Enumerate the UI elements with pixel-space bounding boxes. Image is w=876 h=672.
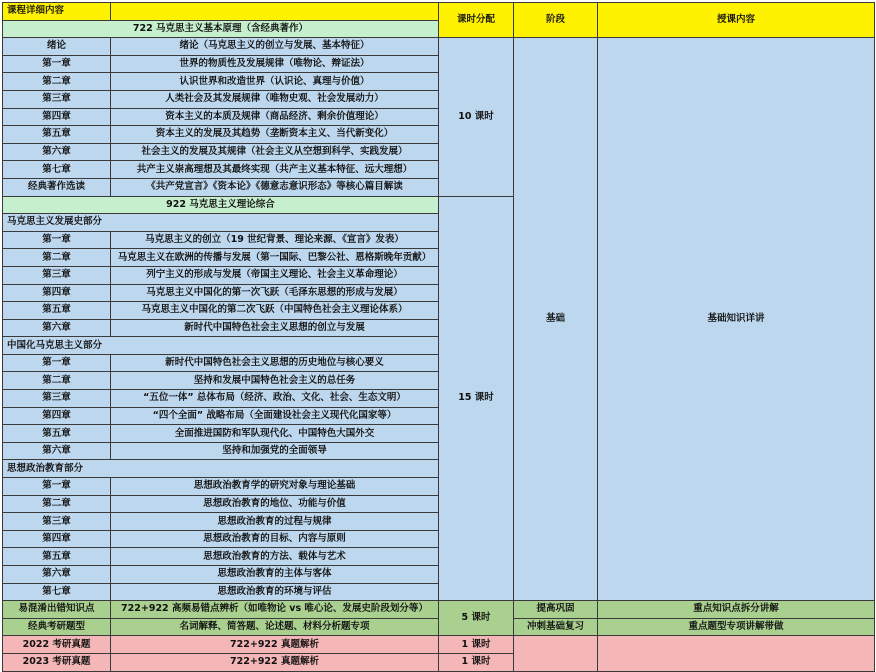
chapter-cell: 第六章 [3,566,111,584]
topic-cell: 资本主义的本质及规律（商品经济、剩余价值理论） [111,108,439,126]
review-row [3,601,875,619]
topic-cell: 思想政治教育的主体与客体 [111,566,439,584]
exam-content-cell [598,636,875,671]
chapter-cell: 2022 考研真题 [3,636,111,654]
chapter-cell: 第三章 [3,513,111,531]
chapter-cell: 第五章 [3,425,111,443]
chapter-cell: 第五章 [3,548,111,566]
content-header: 授课内容 [598,3,875,38]
exam-stage-cell [514,636,598,671]
topic-cell: 马克思主义在欧洲的传播与发展（第一国际、巴黎公社、恩格斯晚年贡献） [111,249,439,267]
stage-basic-cell: 基础 [514,38,598,601]
review-hours-cell: 5 课时 [439,601,514,636]
topic-cell: 思想政治教育的过程与规律 [111,513,439,531]
topic-cell: 马克思主义的创立（19 世纪背景、理论来源、《宣言》发表） [111,231,439,249]
chapter-cell: 绪论 [3,38,111,56]
chapter-cell: 经典考研题型 [3,618,111,636]
topic-cell: 社会主义的发展及其规律（社会主义从空想到科学、实践发展） [111,143,439,161]
chapter-cell: 第六章 [3,442,111,460]
chapter-cell: 第五章 [3,126,111,144]
topic-cell: 认识世界和改造世界（认识论、真理与价值） [111,73,439,91]
topic-cell: 坚持和发展中国特色社会主义的总任务 [111,372,439,390]
exam-row [3,636,875,654]
section-title: 思想政治教育部分 [3,460,439,478]
chapter-cell: 易混淆出错知识点 [3,601,111,619]
chapter-cell: 第一章 [3,55,111,73]
section-title: 中国化马克思主义部分 [3,337,439,355]
header-blank-cell [111,3,439,21]
topic-cell: 全面推进国防和军队现代化、中国特色大国外交 [111,425,439,443]
chapter-cell: 第一章 [3,354,111,372]
chapter-cell: 第二章 [3,249,111,267]
chapter-cell: 经典著作选读 [3,178,111,196]
chapter-cell: 第三章 [3,390,111,408]
chapter-cell: 第四章 [3,284,111,302]
chapter-cell: 第七章 [3,583,111,601]
topic-cell: 共产主义崇高理想及其最终实现（共产主义基本特征、远大理想） [111,161,439,179]
topic-cell: 坚持和加强党的全面领导 [111,442,439,460]
chapter-cell: 第四章 [3,530,111,548]
course722-title: 722 马克思主义基本原理（含经典著作） [3,20,439,38]
topic-cell: 绪论（马克思主义的创立与发展、基本特征） [111,38,439,56]
chapter-cell: 第二章 [3,372,111,390]
chapter-cell: 第七章 [3,161,111,179]
section-title: 马克思主义发展史部分 [3,214,439,232]
course722-hours-cell: 10 课时 [439,38,514,196]
topic-cell: “五位一体” 总体布局（经济、政治、文化、社会、生态文明） [111,390,439,408]
topic-cell: “四个全面” 战略布局（全面建设社会主义现代化国家等） [111,407,439,425]
content-cell: 重点知识点拆分讲解 [598,601,875,619]
topic-cell: 思想政治教育的地位、功能与价值 [111,495,439,513]
topic-cell: 思想政治教育学的研究对象与理论基础 [111,478,439,496]
course-detail-header: 课程详细内容 [3,3,111,21]
chapter-cell: 第六章 [3,143,111,161]
hours-cell: 1 课时 [439,636,514,654]
course922-title: 922 马克思主义理论综合 [3,196,439,214]
stage-header: 阶段 [514,3,598,38]
chapter-cell: 2023 考研真题 [3,653,111,671]
topic-cell: 名词解释、简答题、论述题、材料分析题专项 [111,618,439,636]
topic-cell: 人类社会及其发展规律（唯物史观、社会发展动力） [111,90,439,108]
topic-cell: 马克思主义中国化的第一次飞跃（毛泽东思想的形成与发展） [111,284,439,302]
chapter-cell: 第二章 [3,495,111,513]
topic-cell: 722+922 高频易错点辨析（如唯物论 vs 唯心论、发展史阶段划分等） [111,601,439,619]
chapter-cell: 第三章 [3,90,111,108]
table-row [3,38,875,56]
chapter-cell: 第一章 [3,478,111,496]
topic-cell: 《共产党宣言》《资本论》《德意志意识形态》等核心篇目解读 [111,178,439,196]
header-row-1 [3,3,875,21]
chapter-cell: 第四章 [3,407,111,425]
chapter-cell: 第五章 [3,302,111,320]
topic-cell: 列宁主义的形成与发展（帝国主义理论、社会主义革命理论） [111,266,439,284]
chapter-cell: 第六章 [3,319,111,337]
topic-cell: 722+922 真题解析 [111,636,439,654]
hours-cell: 1 课时 [439,653,514,671]
course-schedule-table [2,2,875,672]
content-cell: 重点题型专项讲解带做 [598,618,875,636]
chapter-cell: 第三章 [3,266,111,284]
topic-cell: 马克思主义中国化的第二次飞跃（中国特色社会主义理论体系） [111,302,439,320]
chapter-cell: 第四章 [3,108,111,126]
topic-cell: 新时代中国特色社会主义思想的创立与发展 [111,319,439,337]
topic-cell: 新时代中国特色社会主义思想的历史地位与核心要义 [111,354,439,372]
stage-cell: 冲刺基础复习 [514,618,598,636]
topic-cell: 资本主义的发展及其趋势（垄断资本主义、当代新变化） [111,126,439,144]
topic-cell: 思想政治教育的目标、内容与原则 [111,530,439,548]
course922-hours-cell: 15 课时 [439,196,514,601]
topic-cell: 思想政治教育的方法、载体与艺术 [111,548,439,566]
topic-cell: 思想政治教育的环境与评估 [111,583,439,601]
content-basic-cell: 基础知识详讲 [598,38,875,601]
chapter-cell: 第二章 [3,73,111,91]
stage-cell: 提高巩固 [514,601,598,619]
topic-cell: 世界的物质性及发展规律（唯物论、辩证法） [111,55,439,73]
hours-header: 课时分配 [439,3,514,38]
chapter-cell: 第一章 [3,231,111,249]
topic-cell: 722+922 真题解析 [111,653,439,671]
